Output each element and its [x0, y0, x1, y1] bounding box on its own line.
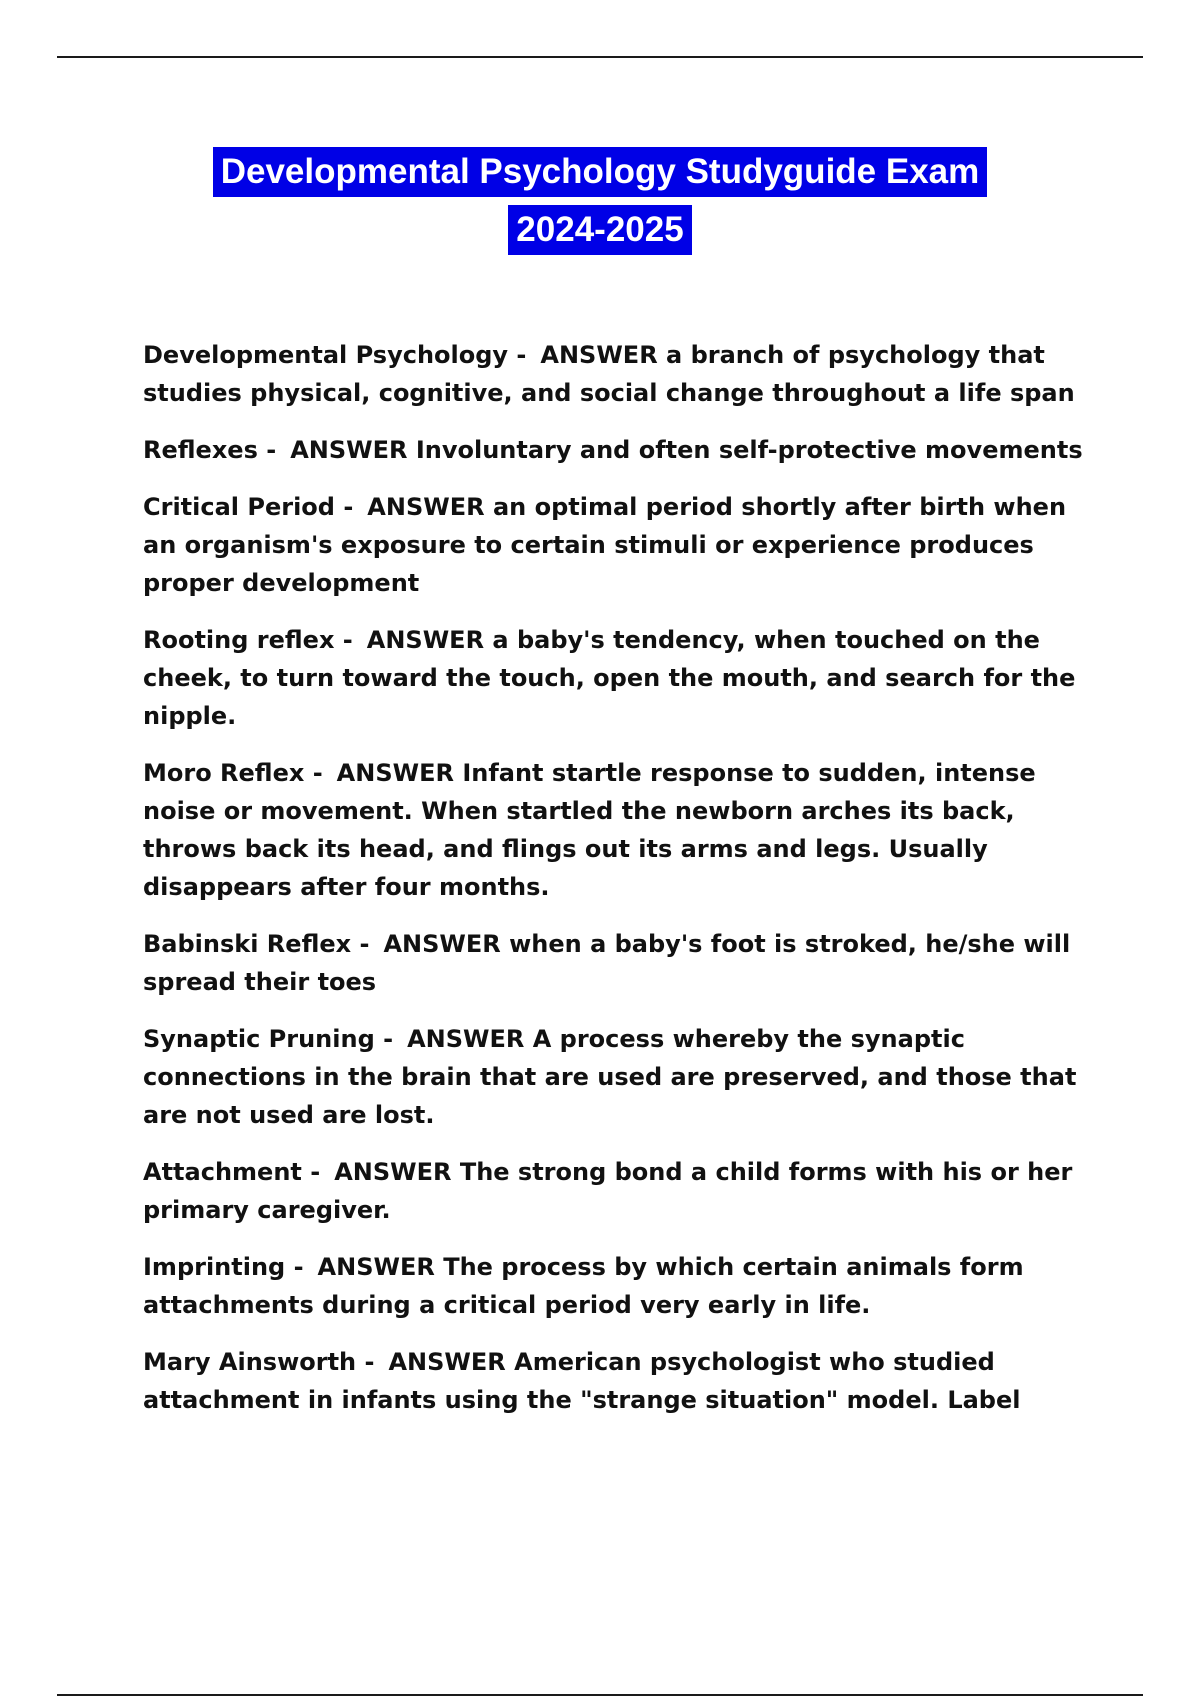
entry-definition: ANSWER a baby's tendency, when touched on the cheek, to turn toward the touch, open the mouth, and search for the nipple. [143, 626, 1076, 730]
top-divider [57, 56, 1143, 58]
list-item [143, 754, 1103, 906]
title-line-2: 2024-2025 [508, 205, 691, 255]
list-item [143, 925, 1103, 1001]
document-title [0, 143, 1200, 259]
bottom-divider [57, 1694, 1143, 1696]
entry-term: Developmental Psychology - [143, 341, 527, 369]
list-item [143, 1020, 1103, 1134]
list-item [143, 1343, 1103, 1419]
entry-definition: ANSWER Involuntary and often self-protective movements [290, 436, 1083, 464]
list-item [143, 621, 1103, 735]
entry-term: Imprinting - [143, 1253, 304, 1281]
entry-definition: ANSWER A process whereby the synaptic connections in the brain that are used are preserved, and those that are not used are lost. [143, 1025, 1077, 1129]
entry-term: Synaptic Pruning - [143, 1025, 394, 1053]
list-item [143, 1153, 1103, 1229]
entry-term: Babinski Reflex - [143, 930, 370, 958]
entry-term: Moro Reflex - [143, 759, 323, 787]
entry-definition: ANSWER when a baby's foot is stroked, he/she will spread their toes [143, 930, 1071, 996]
entry-definition: ANSWER an optimal period shortly after birth when an organism's exposure to certain stimuli or experience produces proper development [143, 493, 1067, 597]
entry-definition: ANSWER The strong bond a child forms with his or her primary caregiver. [143, 1158, 1073, 1224]
flashcard-list [143, 336, 1103, 1438]
title-line-1: Developmental Psychology Studyguide Exam [213, 147, 988, 197]
entry-term: Mary Ainsworth - [143, 1348, 375, 1376]
entry-definition: ANSWER Infant startle response to sudden, intense noise or movement. When startled the newborn arches its back, throws back its head, and flings out its arms and legs. Usually disappears after four months. [143, 759, 1036, 901]
entry-term: Attachment - [143, 1158, 321, 1186]
entry-definition: ANSWER The process by which certain animals form attachments during a critical period very early in life. [143, 1253, 1024, 1319]
entry-definition: ANSWER a branch of psychology that studies physical, cognitive, and social change throughout a life span [143, 341, 1075, 407]
list-item [143, 336, 1103, 412]
entry-definition: ANSWER American psychologist who studied attachment in infants using the "strange situation" model. Label [143, 1348, 1021, 1414]
entry-term: Reflexes - [143, 436, 277, 464]
list-item [143, 488, 1103, 602]
list-item [143, 431, 1103, 469]
list-item [143, 1248, 1103, 1324]
entry-term: Critical Period - [143, 493, 354, 521]
entry-term: Rooting reflex - [143, 626, 353, 654]
